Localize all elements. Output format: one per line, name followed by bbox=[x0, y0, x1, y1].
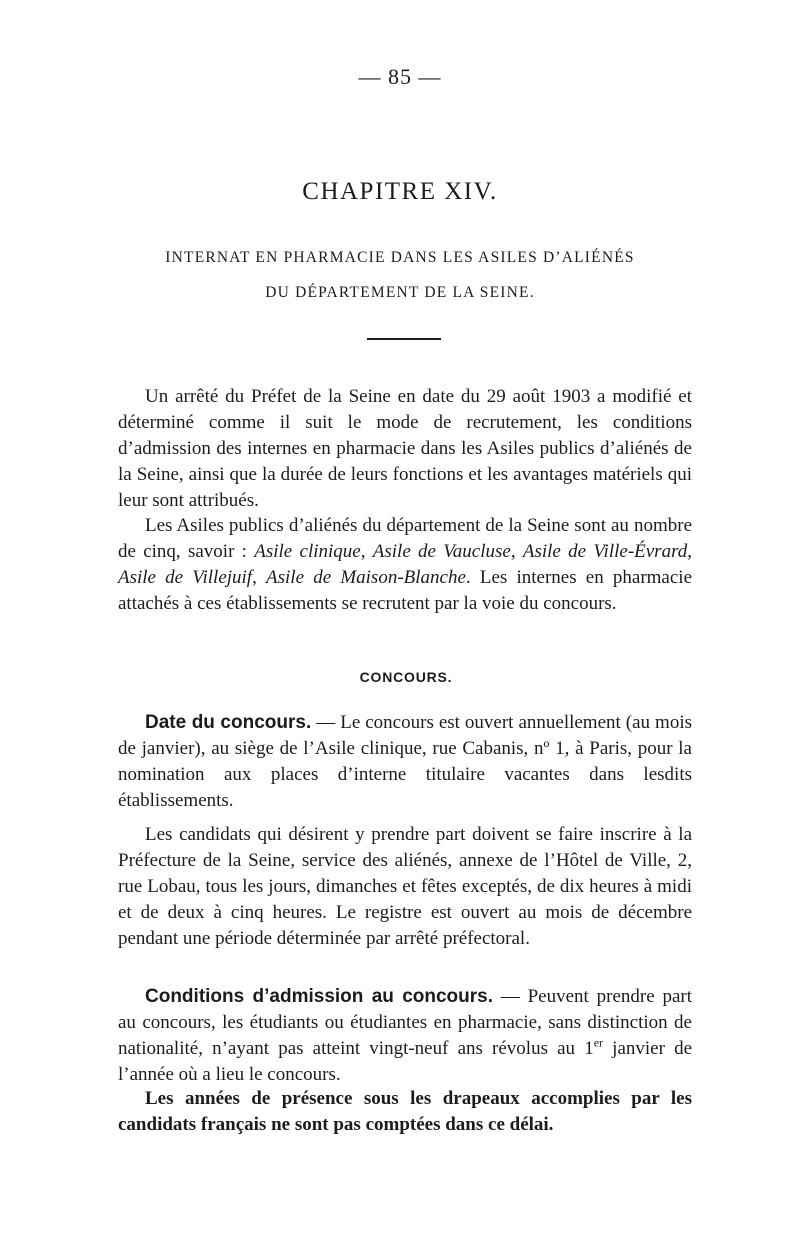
comma-separator: , bbox=[360, 541, 373, 562]
chapter-subtitle-line-1: INTERNAT EN PHARMACIE DANS LES ASILES D’ALIÉNÉS bbox=[165, 249, 635, 266]
comma-separator: , bbox=[687, 541, 693, 562]
paragraph-arrete: Un arrêté du Préfet de la Seine en date du 29 août 1903 a modifié et déterminé comme il suit le mode de recrutement, les conditions d’admission des internes en pharmacie dans les Asiles publics d’aliénés de la Seine, ainsi que la durée de leurs fonctions et les avantages matériels qui leur sont attribués. bbox=[118, 386, 692, 511]
asile-maison-blanche-name: Asile de Maison-Blanche bbox=[266, 567, 466, 588]
asile-villejuif-name: Asile de Villejuif bbox=[118, 567, 253, 588]
section-heading-concours: CONCOURS. bbox=[359, 669, 453, 685]
asile-ville-evrard-name: Asile de Ville-Évrard bbox=[522, 541, 688, 562]
conditions-body-part-2: janvier de l’année où a lieu le concours. bbox=[118, 1038, 692, 1085]
separator-rule bbox=[367, 338, 441, 340]
period: . bbox=[465, 567, 471, 588]
page-number: — 85 — bbox=[358, 64, 442, 89]
paragraph-inscription: Les candidats qui désirent y prendre part doivent se faire inscrire à la Préfecture de la Seine, service des aliénés, annexe de l’Hôtel de Ville, 2, rue Lobau, tous les jours, dimanches et fêtes exceptés, de dix heures à midi et de deux à cinq heures. Le registre est ouvert au mois de décembre pendant une période déterminée par arrêté préfectoral. bbox=[118, 824, 692, 949]
date-concours-body: — Le concours est ouvert annuellement (au mois de janvier), au siège de l’Asile clinique, rue Cabanis, nº 1, à Paris, pour la nomination aux places d’interne titulaire vacantes dans lesdits établissements. bbox=[118, 712, 692, 811]
asile-clinique-name: Asile clinique bbox=[254, 541, 361, 562]
run-in-heading-date-concours: Date du concours. bbox=[145, 712, 312, 733]
conditions-body-part-1: — Peuvent prendre part au concours, les étudiants ou étudiantes en pharmacie, sans distinction de nationalité, n’ayant pas atteint vingt-neuf ans révolus au 1 bbox=[118, 986, 692, 1059]
chapter-subtitle-line-2: DU DÉPARTEMENT DE LA SEINE. bbox=[265, 284, 535, 301]
asile-vaucluse-name: Asile de Vaucluse bbox=[372, 541, 511, 562]
paragraph-date-concours bbox=[118, 710, 692, 814]
paragraph-conditions-admission bbox=[118, 984, 692, 1088]
paragraph-drapeaux: Les années de présence sous les drapeaux accomplies par les candidats français ne sont pas comptées dans ce délai. bbox=[118, 1088, 692, 1135]
superscript-er: er bbox=[593, 1035, 604, 1050]
comma-separator: , bbox=[510, 541, 523, 562]
run-in-heading-conditions: Conditions d’admission au concours. bbox=[145, 986, 494, 1007]
asiles-intro-text: Les Asiles publics d’aliénés du département de la Seine sont au nombre de cinq, savoir : bbox=[118, 515, 692, 562]
asiles-outro-text: Les internes en pharmacie attachés à ces établissements se recrutent par la voie du concours. bbox=[118, 567, 692, 614]
chapter-title: CHAPITRE XIV. bbox=[302, 178, 498, 205]
paragraph-asiles-list bbox=[118, 513, 692, 617]
comma-separator: , bbox=[252, 567, 267, 588]
